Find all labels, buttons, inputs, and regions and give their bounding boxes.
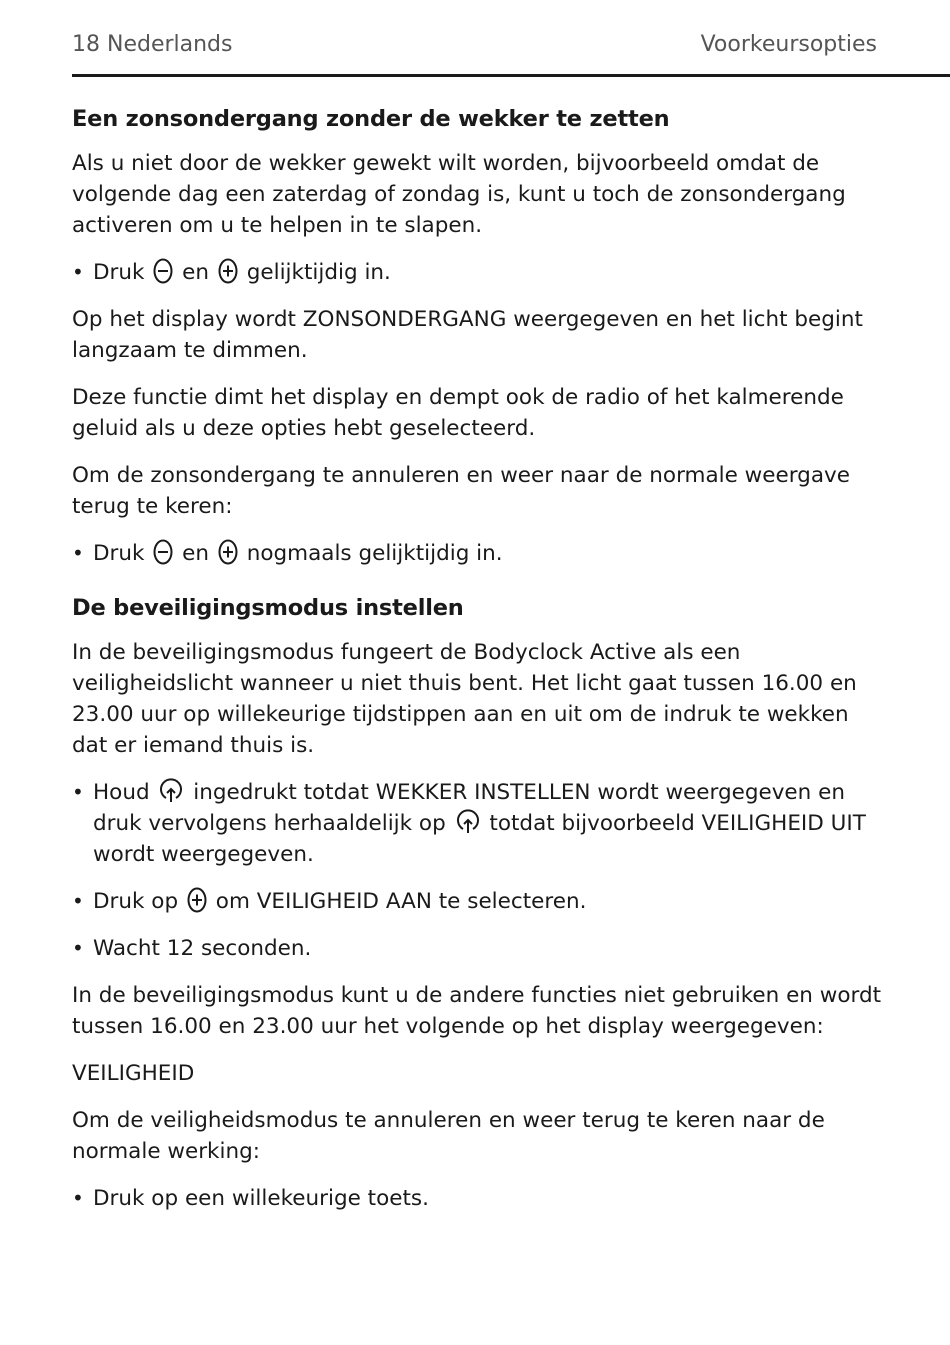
paragraph-security-cancel: Om de veiligheidsmodus te annuleren en weer terug te keren naar de normale werking: bbox=[72, 1108, 825, 1164]
paragraph-sunset-dim: Deze functie dimt het display en dempt ook de radio of het kalmerende geluid als u deze opties hebt geselecteerd. bbox=[72, 385, 844, 441]
bullet-dot: • bbox=[72, 260, 84, 284]
list-item: • Druk en gelijktijdig in. bbox=[72, 257, 882, 288]
list-item: • Wacht 12 seconden. bbox=[72, 933, 882, 964]
paragraph-sunset-display: Op het display wordt ZONSONDERGANG weergegeven en het licht begint langzaam te dimmen. bbox=[72, 307, 863, 363]
plus-circle-icon bbox=[187, 887, 207, 913]
bullet-dot: • bbox=[72, 780, 84, 804]
bullet-dot: • bbox=[72, 936, 84, 960]
minus-circle-icon bbox=[153, 539, 173, 565]
plus-circle-icon bbox=[218, 258, 238, 284]
page-content bbox=[72, 104, 882, 1230]
list-item: • Druk en nogmaals gelijktijdig in. bbox=[72, 538, 882, 569]
minus-circle-icon bbox=[153, 258, 173, 284]
section-title-security: De beveiligingsmodus instellen bbox=[72, 595, 464, 621]
paragraph-security-intro: In de beveiligingsmodus fungeert de Bodyclock Active als een veiligheidslicht wanneer u niet thuis bent. Het licht gaat tussen 16.00 en 23.00 uur op willekeurige tijdstippen aan en uit om de indruk te wekken dat er iemand thuis is. bbox=[72, 640, 857, 758]
list-item: • Druk op om VEILIGHEID AAN te selecteren. bbox=[72, 886, 882, 917]
paragraph-security-display: In de beveiligingsmodus kunt u de andere functies niet gebruiken en wordt tussen 16.00 en 23.00 uur het volgende op het display weergegeven: bbox=[72, 983, 882, 1039]
page-header bbox=[72, 30, 950, 77]
list-item: • Druk op een willekeurige toets. bbox=[72, 1183, 882, 1214]
bullet-dot: • bbox=[72, 889, 84, 913]
paragraph-sunset-intro: Als u niet door de wekker gewekt wilt worden, bijvoorbeeld omdat de volgende dag een zaterdag of zondag is, kunt u toch de zonsondergang activeren om u te helpen in te slapen. bbox=[72, 151, 846, 238]
display-text-veiligheid: VEILIGHEID bbox=[72, 1061, 195, 1086]
alarm-menu-icon bbox=[158, 778, 184, 804]
bullet-dot: • bbox=[72, 1186, 84, 1210]
list-item: • Houd ingedrukt totdat WEKKER INSTELLEN wordt weergegeven en druk vervolgens herhaaldelijk op totdat bijvoorbeeld VEILIGHEID UIT wordt weergegeven. bbox=[72, 777, 882, 870]
section-label: Voorkeursopties bbox=[700, 32, 877, 57]
bullet-dot: • bbox=[72, 541, 84, 565]
alarm-menu-icon bbox=[455, 809, 481, 835]
plus-circle-icon bbox=[218, 539, 238, 565]
page-number-label: 18 Nederlands bbox=[72, 32, 233, 57]
section-title-sunset: Een zonsondergang zonder de wekker te zetten bbox=[72, 106, 670, 132]
paragraph-sunset-cancel: Om de zonsondergang te annuleren en weer naar de normale weergave terug te keren: bbox=[72, 463, 850, 519]
